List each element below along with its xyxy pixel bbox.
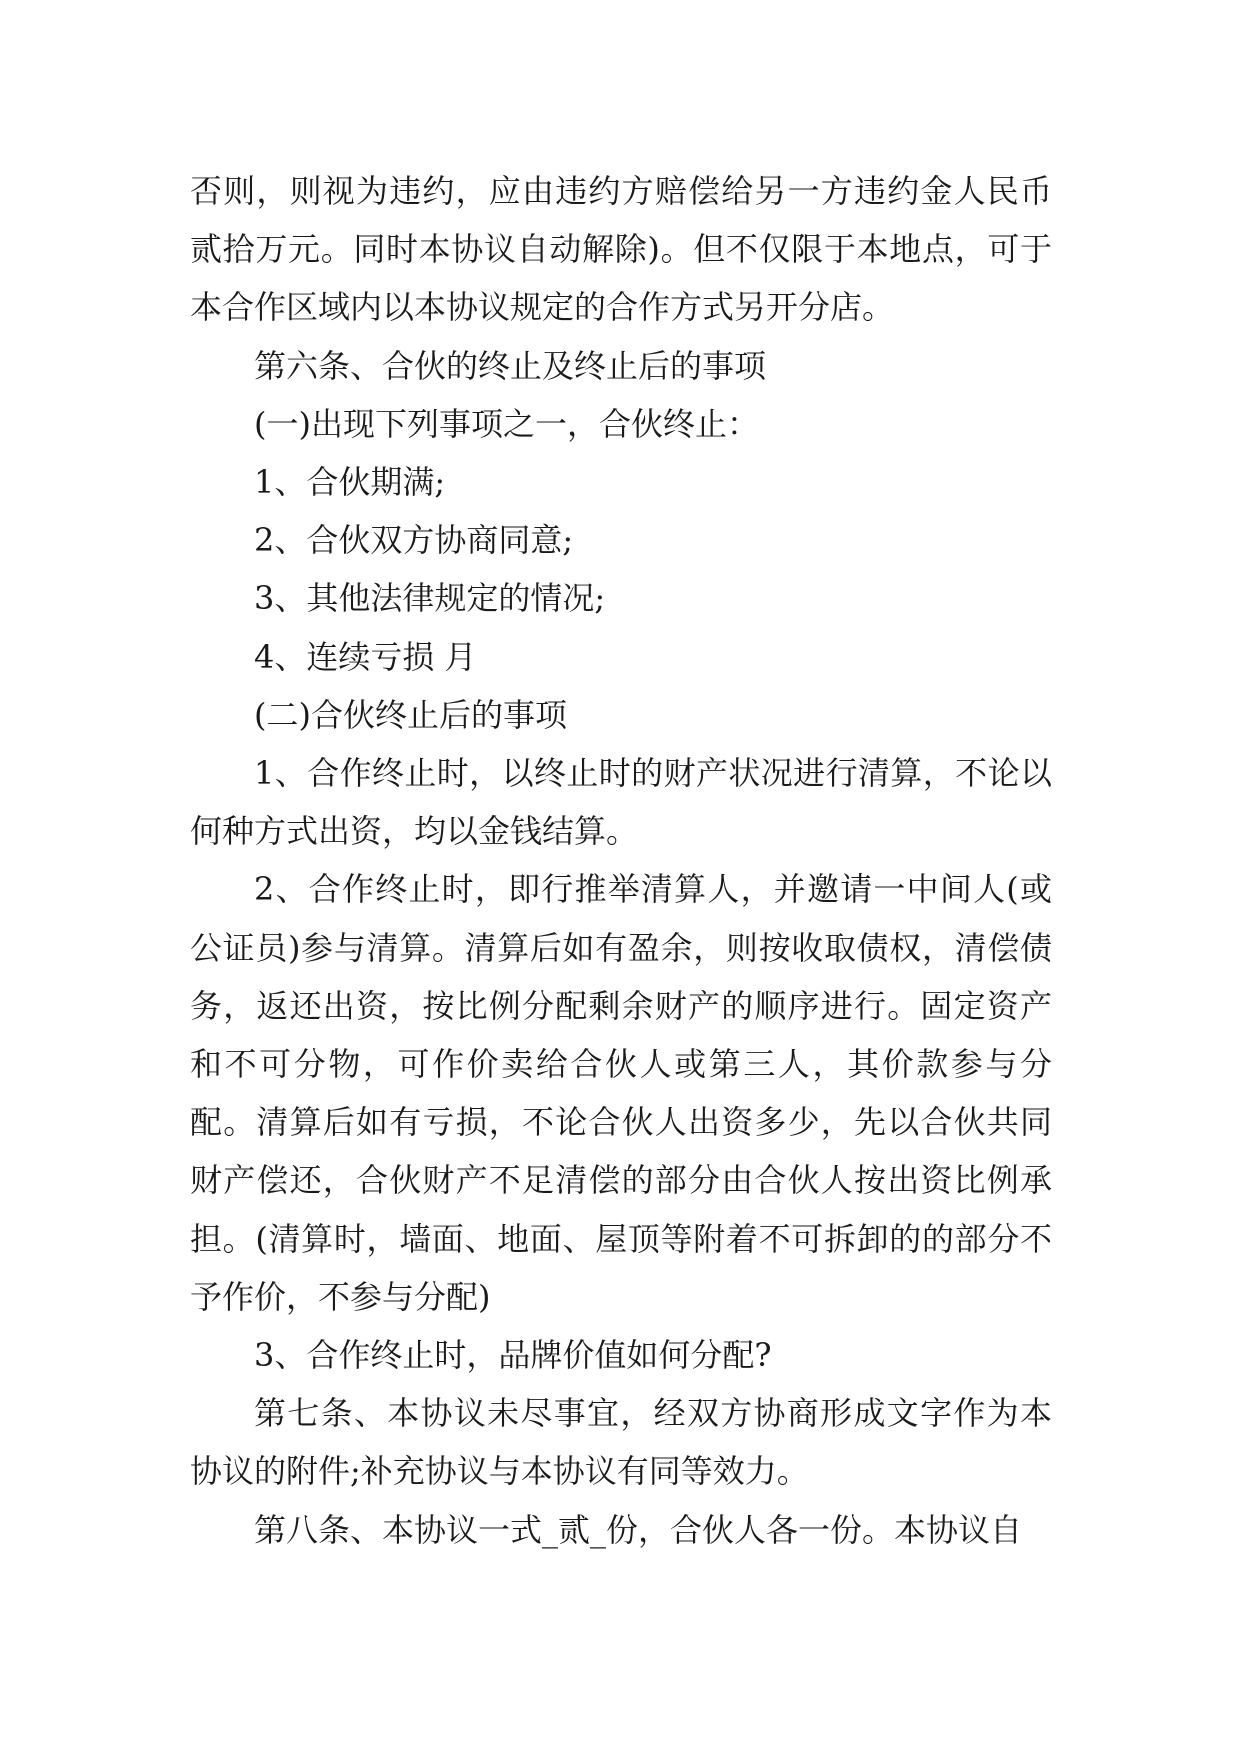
section-1-heading: (一)出现下列事项之一，合伙终止： xyxy=(254,404,759,443)
article-7: 第七条、本协议未尽事宜，经双方协商形成文字作为本协议的附件;补充协议与本协议有同等效力。 xyxy=(190,1394,1052,1491)
list-item: 2、合伙双方协商同意; xyxy=(254,521,574,560)
list-item: 1、合伙期满; xyxy=(254,463,446,502)
list-item: 1、合作终止时，以终止时的财产状况进行清算，不论以何种方式出资，均以金钱结算。 xyxy=(190,754,1052,851)
article-6-heading: 第六条、合伙的终止及终止后的事项 xyxy=(254,346,767,385)
list-item: 4、连续亏损 月 xyxy=(254,637,477,676)
paragraph-continuation: 否则，则视为违约，应由违约方赔偿给另一方违约金人民币贰拾万元。同时本协议自动解除)。但不仅限于本地点，可于本合作区域内以本协议规定的合作方式另开分店。 xyxy=(190,172,1052,327)
list-item: 3、合作终止时，品牌价值如何分配? xyxy=(254,1336,772,1375)
list-item: 2、合作终止时，即行推举清算人，并邀请一中间人(或公证员)参与清算。清算后如有盈余，则按收取债权，清偿债务，返还出资，按比例分配剩余财产的顺序进行。固定资产和不可分物，可作价卖给合伙人或第三人，其价款参与分配。清算后如有亏损，不论合伙人出资多少，先以合伙共同财产偿还，合伙财产不足清偿的部分由合伙人按出资比例承担。(清算时，墙面、地面、屋顶等附着不可拆卸的的部分不予作价，不参与分配) xyxy=(190,870,1052,1316)
section-2-heading: (二)合伙终止后的事项 xyxy=(254,695,567,734)
document-body xyxy=(190,162,1052,1559)
article-8: 第八条、本协议一式_贰_份，合伙人各一份。本协议自 xyxy=(254,1510,1023,1549)
list-item: 3、其他法律规定的情况; xyxy=(254,579,606,618)
